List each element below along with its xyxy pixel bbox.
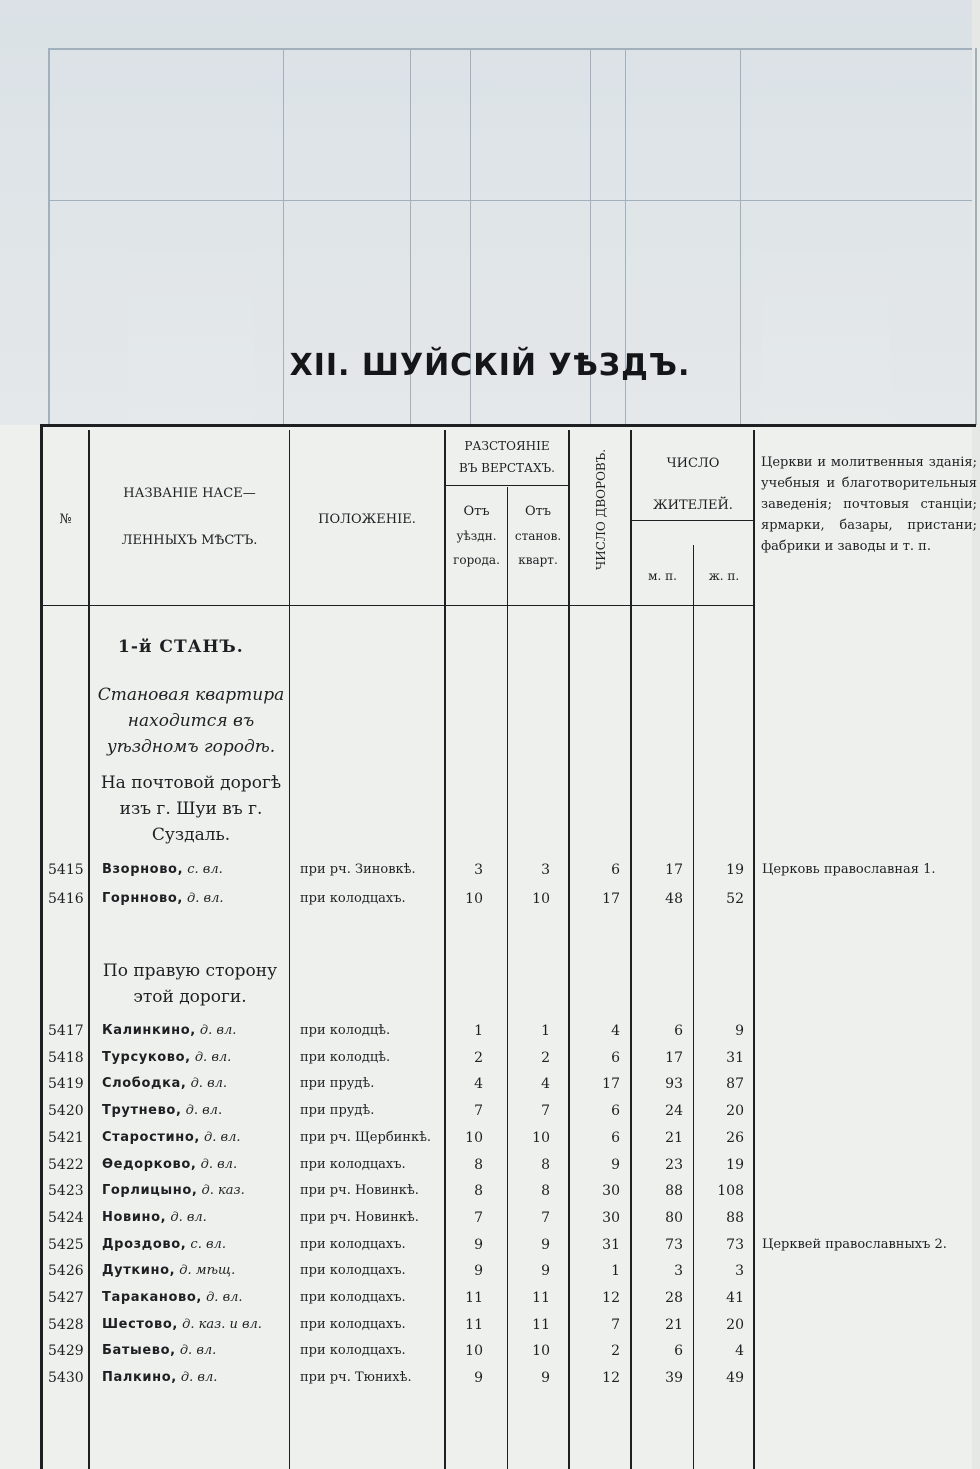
row-number: 5427	[48, 1290, 84, 1306]
row-female: 88	[726, 1209, 744, 1226]
row-settlement-name	[102, 1157, 237, 1172]
header-distance-line2: ВЪ ВЕРСТАХЪ.	[459, 461, 555, 475]
row-distance-town: 9	[474, 1370, 483, 1387]
row-settlement-name	[102, 1076, 227, 1091]
row-households: 17	[602, 891, 620, 907]
row-households: 30	[602, 1183, 620, 1200]
row-number: 5420	[48, 1103, 84, 1120]
row-male: 24	[665, 1103, 683, 1120]
row-position: при рч. Тюнихѣ.	[300, 1370, 412, 1386]
header-households: ЧИСЛО ДВОРОВЪ.	[594, 448, 608, 570]
row-households: 6	[611, 1129, 620, 1146]
header-female: ж. п.	[708, 569, 740, 583]
row-church: Церковь православная 1.	[762, 862, 936, 877]
row-distance-town: 4	[474, 1076, 483, 1093]
table-row	[0, 1370, 972, 1396]
row-distance-stan: 7	[541, 1103, 550, 1120]
row-households: 6	[611, 862, 620, 878]
row-households: 30	[602, 1209, 620, 1226]
section-road-heading: На почтовой дорогѣ изъ г. Шуи въ г. Суздаль.	[100, 773, 282, 845]
row-male: 17	[665, 1049, 683, 1066]
row-name: Калинкино,	[102, 1023, 196, 1038]
row-female: 19	[726, 862, 744, 878]
row-kind: д. мѣщ.	[175, 1263, 236, 1279]
row-position: при рч. Щербинкѣ.	[300, 1129, 432, 1145]
table-row	[0, 1290, 972, 1316]
row-distance-stan: 9	[541, 1370, 550, 1387]
row-number: 5423	[48, 1183, 84, 1200]
row-kind: д. каз.	[197, 1183, 245, 1199]
row-name: Взорново,	[102, 862, 184, 877]
row-number: 5422	[48, 1156, 84, 1173]
header-population-line1: ЧИСЛО	[666, 456, 720, 471]
table-row	[0, 1130, 972, 1156]
row-male: 28	[665, 1290, 683, 1306]
row-male: 6	[674, 1343, 683, 1360]
row-church: Церквей православныхъ 2.	[762, 1236, 947, 1252]
header-male: м. п.	[648, 569, 677, 583]
row-female: 31	[726, 1049, 744, 1066]
row-distance-town: 9	[474, 1236, 483, 1253]
row-households: 6	[611, 1049, 620, 1066]
table-row	[0, 1103, 972, 1129]
row-kind: д. каз. и вл.	[177, 1316, 262, 1332]
row-female: 20	[726, 1103, 744, 1120]
row-distance-stan: 1	[541, 1023, 550, 1039]
row-distance-town: 10	[465, 891, 483, 907]
row-male: 3	[674, 1263, 683, 1280]
row-settlement-name	[102, 1237, 226, 1252]
row-position: при прудѣ.	[300, 1103, 375, 1119]
row-position: при колодцахъ.	[300, 891, 406, 906]
row-number: 5419	[48, 1076, 84, 1093]
row-households: 6	[611, 1103, 620, 1120]
row-settlement-name	[102, 1050, 231, 1065]
row-position: при колодцахъ.	[300, 1343, 406, 1359]
row-name: Батыево,	[102, 1343, 176, 1359]
row-number: 5425	[48, 1236, 84, 1253]
header-from-stan-2: станов.	[514, 529, 562, 543]
row-position: при колодцахъ.	[300, 1316, 406, 1332]
row-distance-town: 10	[465, 1343, 483, 1360]
row-name: Палкино,	[102, 1370, 177, 1386]
row-number: 5428	[48, 1316, 84, 1333]
row-distance-stan: 4	[541, 1076, 550, 1093]
row-male: 6	[674, 1023, 683, 1039]
table-row	[0, 1263, 972, 1289]
row-position: при колодцахъ.	[300, 1156, 406, 1172]
row-settlement-name	[102, 1183, 245, 1198]
row-distance-town: 8	[474, 1156, 483, 1173]
row-distance-town: 3	[474, 862, 483, 878]
row-distance-stan: 2	[541, 1049, 550, 1066]
row-female: 4	[735, 1343, 744, 1360]
row-name: Горлицыно,	[102, 1183, 198, 1199]
row-name: Новино,	[102, 1209, 167, 1225]
row-settlement-name	[102, 891, 224, 906]
row-male: 48	[665, 891, 683, 907]
row-kind: д. вл.	[195, 1023, 237, 1038]
row-households: 1	[611, 1263, 620, 1280]
row-distance-town: 11	[465, 1316, 483, 1333]
row-distance-stan: 9	[541, 1236, 550, 1253]
row-male: 39	[665, 1370, 683, 1387]
row-male: 23	[665, 1156, 683, 1173]
row-households: 12	[602, 1370, 620, 1387]
row-distance-town: 11	[465, 1290, 483, 1306]
row-name: Дуткино,	[102, 1263, 176, 1279]
table-row	[0, 1157, 972, 1183]
row-kind: д. вл.	[201, 1290, 243, 1305]
row-name: Турсуково,	[102, 1049, 191, 1065]
row-female: 73	[726, 1236, 744, 1253]
row-female: 49	[726, 1370, 744, 1387]
row-distance-stan: 9	[541, 1263, 550, 1280]
row-households: 7	[611, 1316, 620, 1333]
row-kind: д. вл.	[176, 1370, 218, 1386]
row-distance-stan: 7	[541, 1209, 550, 1226]
row-number: 5415	[48, 862, 84, 878]
row-name: Трутнево,	[102, 1103, 182, 1119]
header-population-line2: ЖИТЕЛЕЙ.	[653, 498, 733, 513]
header-from-town-3: города.	[453, 553, 500, 567]
row-position: при колодцѣ.	[300, 1023, 391, 1038]
row-distance-town: 8	[474, 1183, 483, 1200]
row-kind: д. вл.	[199, 1129, 241, 1145]
row-kind: д. вл.	[196, 1156, 238, 1172]
table-row	[0, 891, 972, 917]
table-row	[0, 1210, 972, 1236]
row-number: 5426	[48, 1263, 84, 1280]
row-number: 5421	[48, 1129, 84, 1146]
row-settlement-name	[102, 1343, 216, 1358]
row-position: при рч. Новинкѣ.	[300, 1183, 419, 1199]
row-households: 17	[602, 1076, 620, 1093]
row-distance-stan: 11	[532, 1290, 550, 1306]
row-distance-stan: 8	[541, 1156, 550, 1173]
row-male: 80	[665, 1209, 683, 1226]
row-female: 41	[726, 1290, 744, 1306]
row-number: 5430	[48, 1370, 84, 1387]
row-settlement-name	[102, 1263, 235, 1278]
header-distance-line1: РАЗСТОЯНІЕ	[464, 439, 550, 453]
row-number: 5429	[48, 1343, 84, 1360]
row-distance-town: 7	[474, 1209, 483, 1226]
row-name: Старостино,	[102, 1129, 200, 1145]
row-female: 19	[726, 1156, 744, 1173]
row-number: 5417	[48, 1023, 84, 1039]
row-position: при прудѣ.	[300, 1076, 375, 1092]
table-row	[0, 862, 972, 888]
row-households: 31	[602, 1236, 620, 1253]
row-kind: д. вл.	[181, 1103, 223, 1119]
row-distance-town: 2	[474, 1049, 483, 1066]
header-no: №	[59, 512, 72, 527]
row-position: при колодцахъ.	[300, 1236, 406, 1252]
row-distance-town: 10	[465, 1129, 483, 1146]
row-households: 9	[611, 1156, 620, 1173]
row-male: 21	[665, 1316, 683, 1333]
row-settlement-name	[102, 1130, 241, 1145]
row-distance-stan: 10	[532, 1129, 550, 1146]
header-churches: Церкви и молитвенныя зданія; учебныя и благотворительныя заведенія; почтовыя станціи; ярмарки, базары, пристани; фабрики и заводы и т. п.	[761, 455, 977, 554]
page-title: XII. ШУЙСКІЙ УѢЗДЪ.	[289, 348, 691, 383]
row-kind: с. вл.	[183, 862, 223, 877]
row-position: при рч. Зиновкѣ.	[300, 862, 416, 877]
table-row	[0, 1183, 972, 1209]
table-row	[0, 1237, 972, 1263]
row-female: 20	[726, 1316, 744, 1333]
header-name-line1: НАЗВАНІЕ НАСЕ—	[123, 486, 256, 501]
header-from-town-1: Отъ	[463, 504, 490, 519]
table-row	[0, 1076, 972, 1102]
table-row	[0, 1050, 972, 1076]
row-kind: д. вл.	[182, 891, 224, 906]
row-male: 17	[665, 862, 683, 878]
row-position: при колодцѣ.	[300, 1049, 391, 1065]
section-note: Становая квартира находится въ уѣздномъ городѣ.	[97, 685, 285, 757]
row-kind: д. вл.	[190, 1049, 232, 1065]
row-name: Горнново,	[102, 891, 183, 906]
row-distance-stan: 10	[532, 1343, 550, 1360]
row-settlement-name	[102, 862, 223, 877]
row-name: Тараканово,	[102, 1290, 202, 1305]
header-from-stan-3: кварт.	[518, 553, 558, 567]
section-right-side-heading: По правую сторону этой дороги.	[102, 961, 278, 1007]
row-households: 2	[611, 1343, 620, 1360]
row-name: Өедорково,	[102, 1156, 197, 1172]
row-position: при колодцахъ.	[300, 1263, 406, 1279]
row-position: при колодцахъ.	[300, 1290, 406, 1305]
row-settlement-name	[102, 1210, 207, 1225]
row-name: Шестово,	[102, 1316, 178, 1332]
row-distance-stan: 3	[541, 862, 550, 878]
row-female: 9	[735, 1023, 744, 1039]
row-distance-stan: 11	[532, 1316, 550, 1333]
row-female: 87	[726, 1076, 744, 1093]
row-male: 21	[665, 1129, 683, 1146]
row-households: 4	[611, 1023, 620, 1039]
row-settlement-name	[102, 1023, 236, 1038]
row-settlement-name	[102, 1103, 222, 1118]
row-male: 93	[665, 1076, 683, 1093]
header-from-town-2: уѣздн.	[456, 529, 497, 543]
table-row	[0, 1317, 972, 1343]
row-settlement-name	[102, 1317, 262, 1332]
row-settlement-name	[102, 1370, 217, 1385]
row-distance-town: 1	[474, 1023, 483, 1039]
row-kind: д. вл.	[166, 1209, 207, 1225]
row-distance-town: 9	[474, 1263, 483, 1280]
table-row	[0, 1343, 972, 1369]
row-female: 3	[735, 1263, 744, 1280]
row-number: 5416	[48, 891, 84, 907]
row-name: Дроздово,	[102, 1236, 187, 1252]
row-female: 52	[726, 891, 744, 907]
header-position: ПОЛОЖЕНІЕ.	[318, 512, 416, 527]
row-distance-stan: 10	[532, 891, 550, 907]
row-female: 108	[717, 1183, 744, 1200]
row-distance-stan: 8	[541, 1183, 550, 1200]
header-from-stan-1: Отъ	[524, 504, 552, 519]
row-households: 12	[602, 1290, 620, 1306]
row-kind: с. вл.	[186, 1236, 226, 1252]
row-kind: д. вл.	[175, 1343, 217, 1359]
row-male: 88	[665, 1183, 683, 1200]
header-name-line2: ЛЕННЫХЪ МѢСТЪ.	[121, 533, 258, 548]
row-distance-town: 7	[474, 1103, 483, 1120]
row-number: 5418	[48, 1049, 84, 1066]
row-kind: д. вл.	[186, 1076, 228, 1092]
row-position: при рч. Новинкѣ.	[300, 1209, 419, 1225]
section-stan-heading: 1-й СТАНЪ.	[118, 637, 244, 657]
row-female: 26	[726, 1129, 744, 1146]
table-row	[0, 1023, 972, 1049]
row-male: 73	[665, 1236, 683, 1253]
row-number: 5424	[48, 1209, 84, 1226]
row-settlement-name	[102, 1290, 243, 1305]
row-name: Слободка,	[102, 1076, 187, 1092]
